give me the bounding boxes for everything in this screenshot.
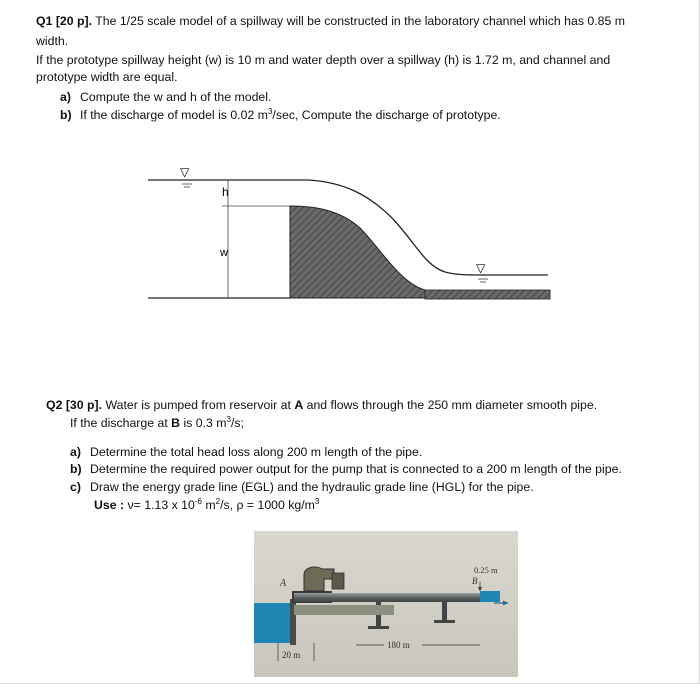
q1-text-4: prototype width are equal. (36, 70, 178, 84)
upstream-water-symbol: ▽ (180, 165, 190, 179)
pipe-system-photo (254, 531, 518, 677)
downstream-bed (425, 290, 550, 299)
label-diameter: 0.25 m (474, 565, 498, 575)
q2-part-b (70, 462, 622, 477)
q1-part-b-text-after: /sec, Compute the discharge of prototype. (272, 108, 501, 122)
label-20m: 20 m (282, 650, 301, 660)
support-1-foot (368, 626, 389, 629)
q2-part-a-text: Determine the total head loss along 200 m length of the pipe. (90, 445, 423, 459)
support-2 (442, 602, 447, 622)
q2-cond-after: /s; (230, 416, 244, 430)
q2-use-rho-exp: 3 (314, 497, 320, 506)
q2-part-b-label: b) (70, 462, 82, 476)
q2-use-nu-exp: -6 (194, 497, 202, 506)
reservoir-water (254, 603, 294, 643)
label-a: A (280, 578, 287, 589)
q2-use-nu-after: /s, ρ = 1000 kg/m (220, 498, 315, 512)
q1-line-1 (36, 14, 625, 29)
q2-intro-before: Water is pumped from reservoir at (102, 398, 295, 412)
q2-use-nu-mid: m (201, 498, 216, 512)
q1-title: Q1 [20 p]. (36, 14, 93, 28)
pump-motor (332, 573, 344, 589)
q2-use-label: Use : (94, 498, 125, 512)
q2-intro (46, 398, 597, 413)
support-2-foot (434, 620, 455, 623)
q1-part-b-sup: 3 (267, 107, 273, 116)
main-pipe (294, 593, 480, 602)
outlet-water (480, 591, 500, 602)
q1-part-a (60, 90, 271, 105)
q1-text-2: width. (36, 34, 69, 48)
label-w: w (220, 247, 228, 259)
q2-part-a (70, 445, 422, 460)
q2-cond-before: If the discharge at (70, 416, 172, 430)
q2-part-c-label: c) (70, 480, 81, 494)
q1-text-3: If the prototype spillway height (w) is 10 m and water depth over a spillway (h) is 1.72 m, and channel and (36, 53, 611, 67)
q1-part-b (60, 108, 501, 123)
label-h: h (222, 185, 229, 199)
label-180m: 180 m (387, 640, 410, 650)
q2-use-nu-exp2: 2 (215, 497, 221, 506)
q2-intro-after: and flows through the 250 mm diameter smooth pipe. (303, 398, 598, 412)
label-b: B (472, 576, 478, 586)
q2-part-c (70, 480, 534, 495)
spillway-figure (140, 158, 560, 318)
q2-cond-sup: 3 (226, 415, 231, 424)
ground-strip (294, 605, 394, 615)
q1-text-1: The 1/25 scale model of a spillway will be constructed in the laboratory channel which has 0.85 m (92, 14, 625, 28)
spillway-body (290, 206, 440, 298)
q2-use-nu-before: ν= 1.13 x 10 (124, 498, 195, 512)
q1-part-b-label: b) (60, 108, 72, 122)
q2-intro-a: A (294, 398, 304, 412)
downstream-water-symbol: ▽ (476, 261, 486, 275)
q2-condition (70, 416, 244, 431)
q2-use-line (94, 498, 319, 513)
q2-title: Q2 [30 p]. (46, 398, 103, 412)
q2-part-c-text: Draw the energy grade line (EGL) and the hydraulic grade line (HGL) for the pipe. (90, 480, 534, 494)
q1-part-a-text: Compute the w and h of the model. (80, 90, 272, 104)
q1-part-a-label: a) (60, 90, 71, 104)
q2-cond-b: B (171, 416, 181, 430)
q2-cond-mid: is 0.3 m (180, 416, 227, 430)
q1-part-b-text-before: If the discharge of model is 0.02 m (80, 108, 268, 122)
q2-part-b-text: Determine the required power output for the pump that is connected to a 200 m length of the pipe. (90, 462, 622, 476)
q2-part-a-label: a) (70, 445, 81, 459)
